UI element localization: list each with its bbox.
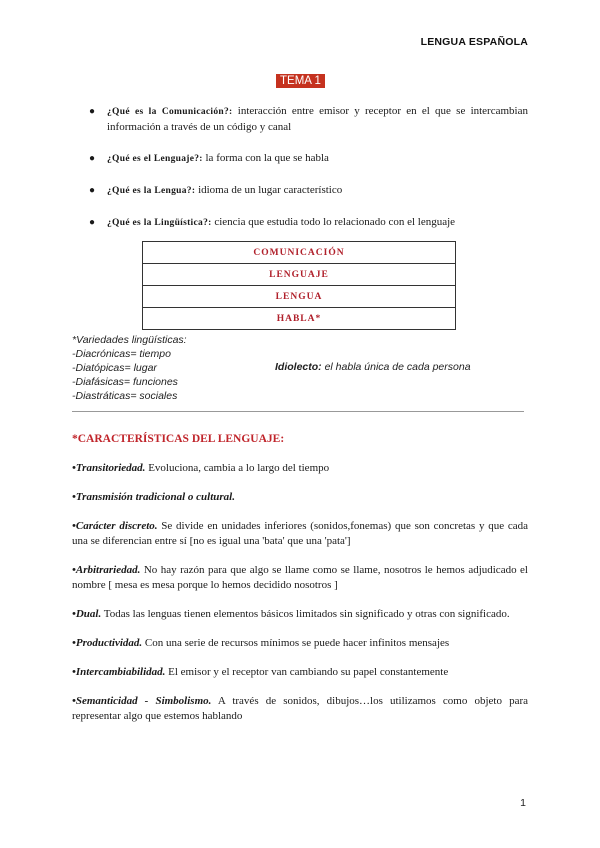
characteristic-desc: No hay razón para que algo se llame como se llame, nosotros le hemos adjudicado el nombre [ mesa es mesa porque lo hemos decidido nosotros ] — [72, 564, 528, 591]
question: ¿Qué es la Comunicación?: — [107, 107, 233, 117]
characteristics-title: *CARACTERÍSTICAS DEL LENGUAJE: — [72, 433, 285, 445]
characteristic-item — [72, 694, 528, 724]
idiolecto-note — [275, 361, 471, 373]
variedad-item: -Diafásicas= funciones — [72, 376, 178, 388]
characteristic-term: •Dual. — [72, 608, 102, 620]
variedades-title: *Variedades lingüísticas: — [72, 334, 187, 346]
definitions-list — [72, 104, 528, 247]
table-cell: COMUNICACIÓN — [143, 242, 456, 264]
characteristic-desc: Con una serie de recursos mínimos se puede hacer infinitos mensajes — [142, 637, 450, 649]
characteristic-desc: A través de sonidos, dibujos…los utilizamos como objeto para representar algo que estemos hablando — [72, 695, 528, 722]
variedad-item: -Diatópicas= lugar — [72, 362, 157, 374]
characteristic-term: •Productividad. — [72, 637, 143, 649]
concepts-table — [142, 241, 456, 330]
characteristic-desc: Se divide en unidades inferiores (sonidos,fonemas) que son concretas y que cada una se diferencian entre sí [no es igual una 'bata' que una 'pata'] — [72, 520, 528, 547]
characteristic-term: •Semanticidad - Simbolismo. — [72, 695, 212, 707]
characteristic-item — [72, 563, 528, 593]
definition-item — [72, 151, 528, 167]
definition-item — [72, 215, 528, 231]
characteristic-desc: Evoluciona, cambia a lo largo del tiempo — [145, 462, 330, 474]
idiolecto-def: el habla única de cada persona — [321, 361, 471, 373]
header-title: LENGUA ESPAÑOLA — [420, 36, 528, 48]
table-cell: HABLA* — [143, 308, 456, 330]
characteristic-term: •Intercambiabilidad. — [72, 666, 166, 678]
characteristic-desc: El emisor y el receptor van cambiando su papel constantemente — [165, 666, 449, 678]
idiolecto-term: Idiolecto: — [275, 361, 322, 373]
answer: idioma de un lugar característico — [195, 184, 343, 196]
divider — [72, 411, 524, 412]
answer: interacción entre emisor y receptor en el que se intercambian información a través de un código y canal — [107, 105, 528, 133]
characteristic-term: •Carácter discreto. — [72, 520, 158, 532]
question: ¿Qué es el Lenguaje?: — [107, 154, 203, 164]
table-cell: LENGUAJE — [143, 264, 456, 286]
characteristic-item — [72, 461, 528, 476]
table-cell: LENGUA — [143, 286, 456, 308]
bullet-icon: ● — [89, 153, 96, 164]
definition-item — [72, 183, 528, 199]
characteristic-term: •Arbitrariedad. — [72, 564, 141, 576]
question: ¿Qué es la Lingüística?: — [107, 218, 212, 228]
answer: la forma con la que se habla — [202, 152, 329, 164]
characteristic-item — [72, 490, 528, 505]
characteristic-term: •Transmisión tradicional o cultural. — [72, 491, 235, 503]
characteristic-item — [72, 665, 528, 680]
definition-item — [72, 104, 528, 135]
characteristic-term: •Transitoriedad. — [72, 462, 146, 474]
variedad-item: -Diacrónicas= tiempo — [72, 348, 171, 360]
bullet-icon: ● — [89, 106, 96, 117]
characteristic-item — [72, 519, 528, 549]
bullet-icon: ● — [89, 185, 96, 196]
variedades-block — [72, 333, 187, 403]
tema-label: TEMA 1 — [276, 74, 325, 88]
page-number: 1 — [520, 797, 526, 809]
question: ¿Qué es la Lengua?: — [107, 186, 196, 196]
answer: ciencia que estudia todo lo relacionado con el lenguaje — [211, 216, 456, 228]
characteristics-list — [72, 461, 528, 738]
characteristic-item — [72, 607, 528, 622]
bullet-icon: ● — [89, 217, 96, 228]
characteristic-desc: Todas las lenguas tienen elementos básicos limitados sin significado y otras con significado. — [101, 608, 510, 620]
characteristic-item — [72, 636, 528, 651]
variedad-item: -Diastráticas= sociales — [72, 390, 178, 402]
